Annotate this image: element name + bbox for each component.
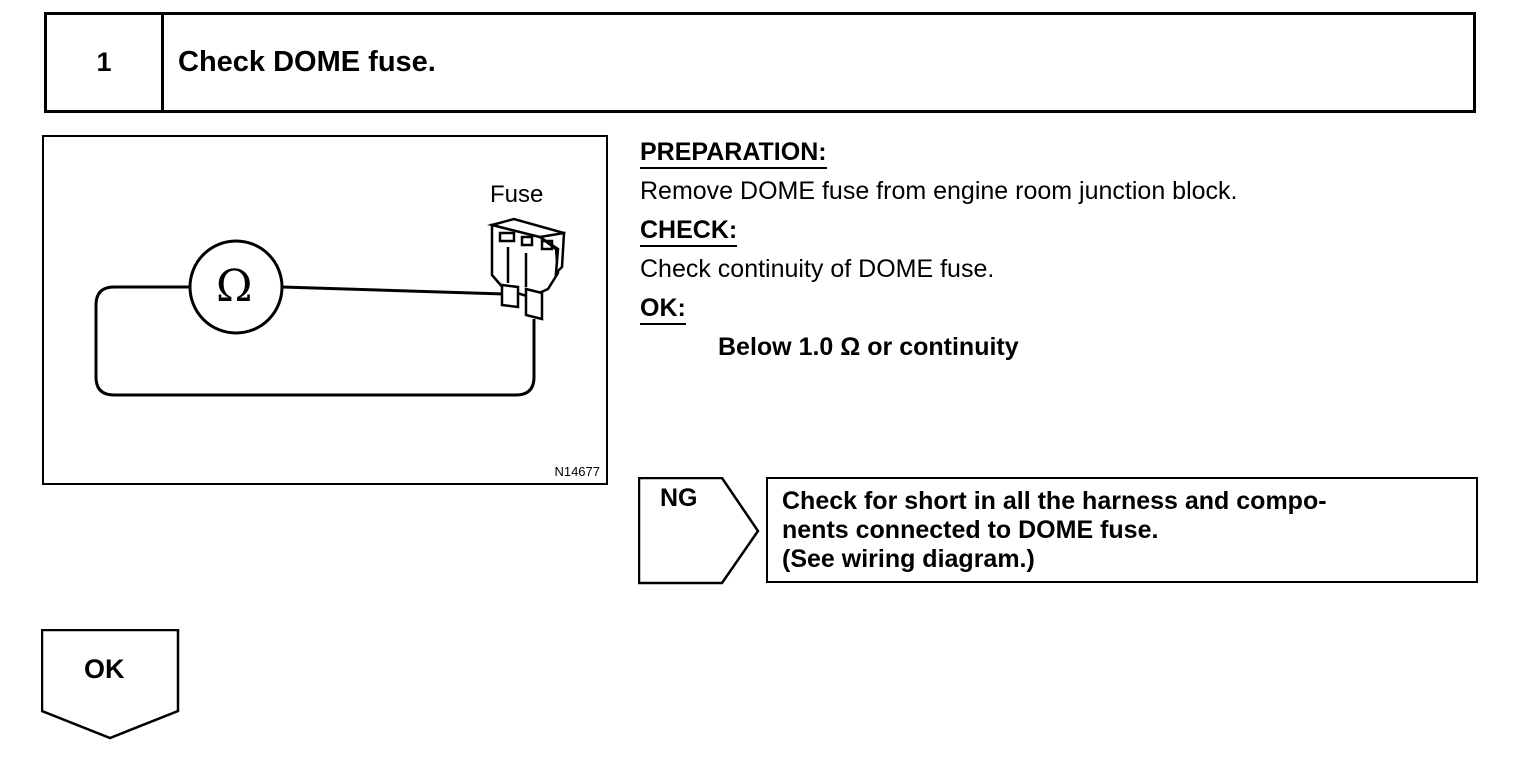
ohm-symbol: Ω [216, 261, 253, 312]
ng-line: nents connected to DOME fuse. [782, 516, 1159, 544]
wire-top [282, 287, 504, 294]
figure-code: N14677 [554, 464, 600, 479]
ng-arrow-icon [638, 477, 762, 585]
ok-result-label: OK [84, 654, 125, 684]
ng-line: Check for short in all the harness and compo- [782, 487, 1327, 515]
ok-arrow-icon [41, 629, 181, 741]
ok-spec: Below 1.0 Ω or continuity [718, 333, 1019, 361]
ng-label: NG [660, 484, 698, 512]
ng-action-box [766, 477, 1478, 583]
step-number: 1 [47, 15, 164, 110]
check-text: Check continuity of DOME fuse. [640, 255, 995, 283]
wire-loop [96, 287, 534, 395]
step-title: Check DOME fuse. [178, 46, 436, 78]
instructions [640, 133, 1237, 367]
fuse-label: Fuse [490, 181, 544, 208]
ok-heading: OK: [640, 293, 686, 325]
ng-line: (See wiring diagram.) [782, 545, 1035, 573]
step-header [44, 12, 1476, 113]
check-heading: CHECK: [640, 215, 737, 247]
fuse-icon [492, 219, 564, 319]
preparation-heading: PREPARATION: [640, 137, 827, 169]
preparation-text: Remove DOME fuse from engine room junction block. [640, 177, 1238, 205]
ohmmeter-fuse-diagram [42, 135, 608, 485]
